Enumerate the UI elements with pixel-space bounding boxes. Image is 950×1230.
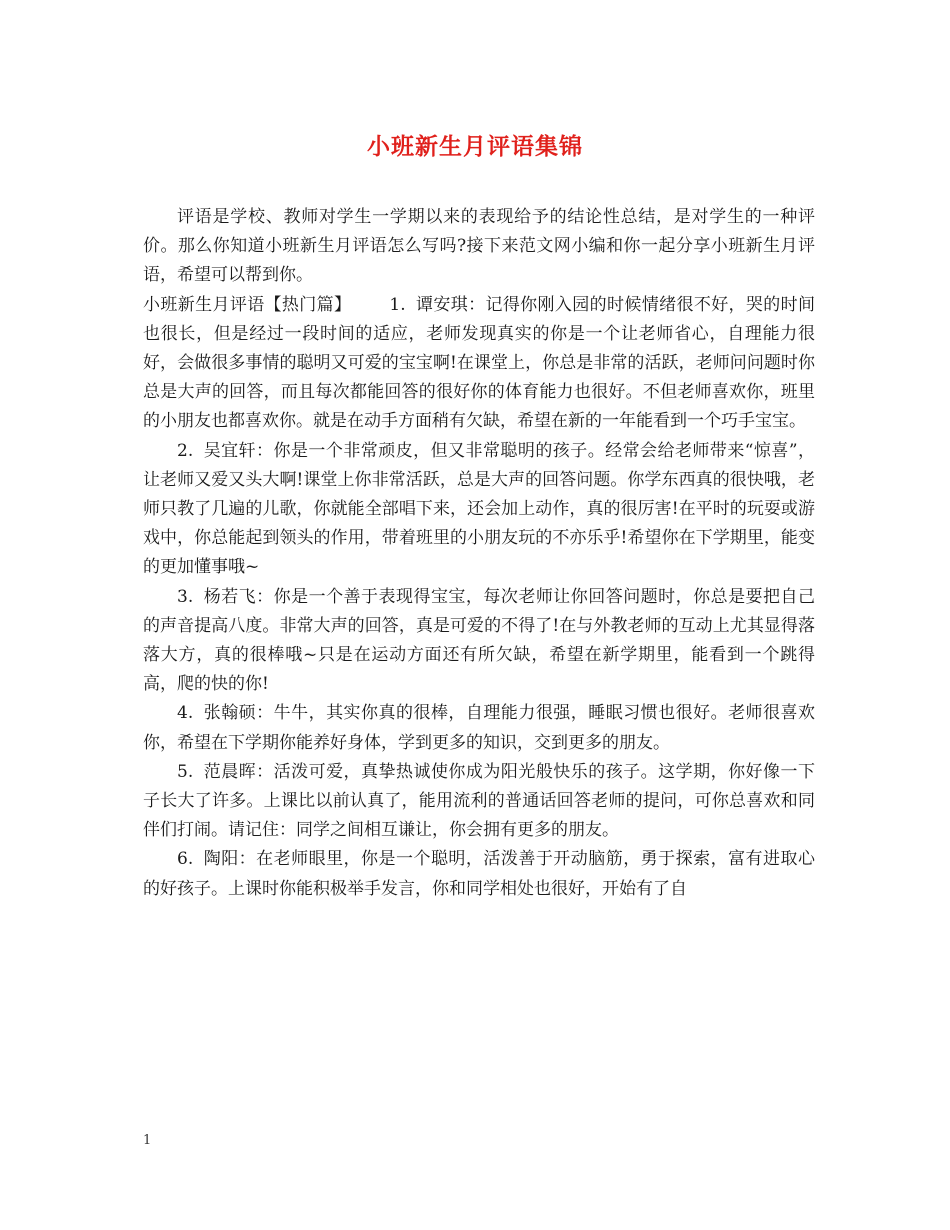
list-item <box>143 437 815 583</box>
section-item-1 <box>143 291 815 437</box>
page-number: 1 <box>143 1133 152 1148</box>
item-text: 谭安琪：记得你刚入园的时候情绪很不好，哭的时间也很长，但是经过一段时间的适应，老师发现真实的你是一个让老师省心，自理能力很好，会做很多事情的聪明又可爱的宝宝啊!在课堂上，你总是非常的活跃，老师问问题时你总是大声的回答，而且每次都能回答的很好你的体育能力也很好。不但老师喜欢你，班里的小朋友也都喜欢你。就是在动手方面稍有欠缺，希望在新的一年能看到一个巧手宝宝。 <box>143 294 816 432</box>
section-heading: 小班新生月评语【热门篇】 <box>143 294 352 315</box>
list-item <box>143 699 815 757</box>
item-number: 3. <box>177 586 194 607</box>
document-title: 小班新生月评语集锦 <box>367 133 583 160</box>
item-number: 1. <box>389 294 406 315</box>
list-item <box>143 583 815 700</box>
item-number: 5. <box>177 761 194 782</box>
document-body <box>143 203 815 904</box>
list-item <box>143 758 815 846</box>
item-text: 吴宜轩：你是一个非常顽皮，但又非常聪明的孩子。经常会给老师带来“惊喜”，让老师又爱又头大啊!课堂上你非常活跃，总是大声的回答问题。你学东西真的很快哦，老师只教了几遍的儿歌，你就能全部唱下来，还会加上动作，真的很厉害!在平时的玩耍或游戏中，你总能起到领头的作用，带着班里的小朋友玩的不亦乐乎!希望你在下学期里，能变的更加懂事哦~ <box>143 440 815 578</box>
intro-paragraph: 评语是学校、教师对学生一学期以来的表现给予的结论性总结，是对学生的一种评价。那么你知道小班新生月评语怎么写吗?接下来范文网小编和你一起分享小班新生月评语，希望可以帮到你。 <box>143 207 815 286</box>
item-text: 陶阳：在老师眼里，你是一个聪明，活泼善于开动脑筋，勇于探索，富有进取心的好孩子。上课时你能积极举手发言，你和同学相处也很好，开始有了自 <box>143 849 815 899</box>
item-number: 4. <box>177 703 194 724</box>
item-number: 2. <box>177 440 194 461</box>
list-item <box>143 845 815 903</box>
item-number: 6. <box>177 849 194 870</box>
item-text: 范晨晖：活泼可爱，真挚热诚使你成为阳光般快乐的孩子。这学期，你好像一下子长大了许多。上课比以前认真了，能用流利的普通话回答老师的提问，可你总喜欢和同伴们打闹。请记住：同学之间相互谦让，你会拥有更多的朋友。 <box>143 761 815 841</box>
item-text: 杨若飞：你是一个善于表现得宝宝，每次老师让你回答问题时，你总是要把自己的声音提高八度。非常大声的回答，真是可爱的不得了!在与外教老师的互动上尤其显得落落大方，真的很棒哦~只是在运动方面还有所欠缺，希望在新学期里，能看到一个跳得高，爬的快的你! <box>143 586 815 695</box>
item-text: 张翰硕：牛牛，其实你真的很棒，自理能力很强，睡眠习惯也很好。老师很喜欢你，希望在下学期你能养好身体，学到更多的知识，交到更多的朋友。 <box>143 703 815 753</box>
